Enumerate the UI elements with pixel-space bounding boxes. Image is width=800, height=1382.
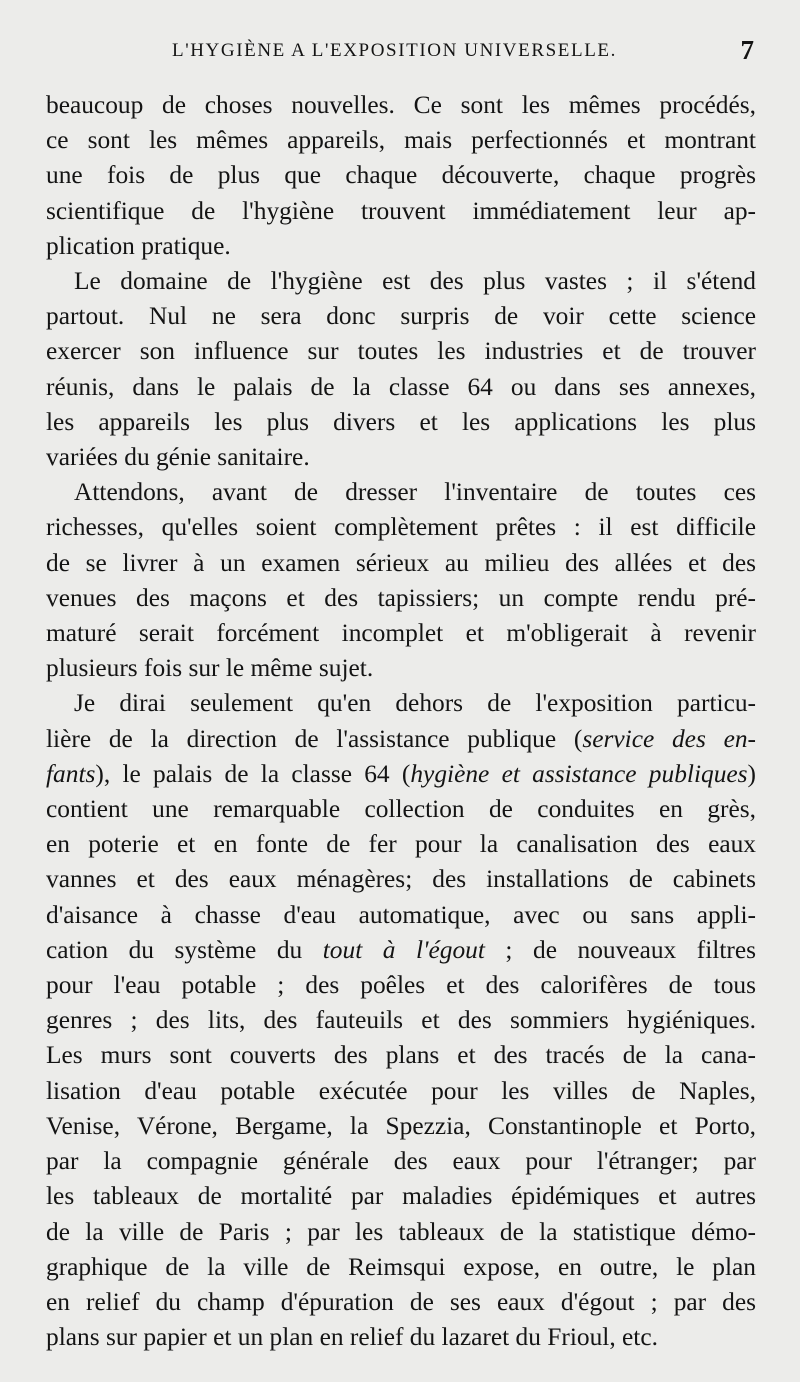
italic-text: tout à l'égout [322, 935, 485, 964]
text-run: cation du système du [46, 935, 323, 964]
text-run: ) [747, 759, 757, 788]
text-run: lisation d'eau potable exécutée pour les villes de Naples, [46, 1076, 756, 1105]
text-run: de la ville de Paris ; par les tableaux de la statistique démo- [46, 1217, 756, 1246]
text-line [46, 1109, 756, 1144]
text-run: d'aisance à chasse d'eau automatique, avec ou sans appli- [46, 900, 756, 929]
text-run: pour l'eau potable ; des poêles et des calorifères de tous [46, 971, 756, 1000]
text-line [46, 1038, 756, 1073]
text-line: Attendons, avant de dresser l'inventaire de toutes ces [74, 478, 756, 507]
text-line: plusieurs fois sur le même sujet. [46, 654, 374, 683]
text-line [46, 1179, 756, 1214]
text-run: lière de la direction de l'assistance publique ( [46, 724, 583, 753]
text-line [46, 827, 756, 862]
text-line [46, 968, 756, 1003]
text-line: de se livrer à un examen sérieux au milieu des allées et des [46, 548, 756, 577]
text-line [46, 757, 756, 792]
text-line: beaucoup de choses nouvelles. Ce sont les mêmes procédés, [46, 91, 756, 119]
paragraph-4 [46, 686, 756, 1355]
text-line: réunis, dans le palais de la classe 64 ou dans ses annexes, [46, 372, 756, 401]
text-line [46, 686, 756, 721]
paragraph-3 [46, 475, 756, 686]
text-line: les appareils les plus divers et les applications les plus [46, 407, 756, 436]
italic-text: hygiène et assistance publiques [410, 759, 748, 788]
text-run: ; de nouveaux filtres [484, 935, 756, 964]
text-line: Le domaine de l'hygiène est des plus vastes ; il s'étend [74, 267, 756, 296]
running-title: L'HYGIÈNE A L'EXPOSITION UNIVERSELLE. [172, 40, 617, 61]
text-run: en relief du champ d'épuration de ses eaux d'égout ; par des [46, 1287, 756, 1316]
text-run: graphique de la ville de Reimsqui expose, en outre, le plan [46, 1252, 756, 1281]
text-line: partout. Nul ne sera donc surpris de voir cette science [46, 302, 756, 331]
paragraph-1 [46, 88, 756, 264]
text-run: Je dirai seulement qu'en dehors de l'exposition particu- [74, 689, 756, 718]
page-number: 7 [740, 35, 754, 65]
text-line [46, 1250, 756, 1285]
text-line: exercer son influence sur toutes les industries et de trouver [46, 337, 756, 366]
text-line: variées du génie sanitaire. [46, 443, 310, 472]
text-line [46, 1285, 756, 1320]
text-line: une fois de plus que chaque découverte, chaque progrès [46, 161, 756, 190]
text-line [46, 722, 756, 757]
text-line: maturé serait forcément incomplet et m'obligerait à revenir [46, 619, 756, 648]
running-head [46, 0, 756, 88]
text-line [46, 862, 756, 897]
text-line: venues des maçons et des tapissiers; un compte rendu pré- [46, 583, 756, 612]
text-run: par la compagnie générale des eaux pour l'étranger; par [46, 1147, 756, 1176]
text-run: ), le palais de la classe 64 ( [95, 759, 411, 788]
text-run: Venise, Vérone, Bergame, la Spezzia, Constantinople et Porto, [46, 1111, 756, 1140]
text-run: en poterie et en fonte de fer pour la canalisation des eaux [46, 830, 756, 859]
text-line: scientifique de l'hygiène trouvent immédiatement leur ap- [46, 196, 756, 225]
text-run: genres ; des lits, des fauteuils et des sommiers hygiéniques. [46, 1006, 756, 1035]
text-line [46, 898, 756, 933]
text-run: contient une remarquable collection de conduites en grès, [46, 795, 756, 824]
text-run: plans sur papier et un plan en relief du lazaret du Frioul, etc. [46, 1323, 658, 1352]
text-run: vannes et des eaux ménagères; des installations de cabinets [46, 865, 756, 894]
text-line [46, 1144, 756, 1179]
text-run: les tableaux de mortalité par maladies épidémiques et autres [46, 1182, 756, 1211]
italic-text: service des en- [582, 724, 757, 753]
paragraph-2 [46, 264, 756, 475]
text-line [46, 1003, 756, 1038]
text-line: ce sont les mêmes appareils, mais perfectionnés et montrant [46, 126, 756, 155]
body-text [46, 88, 756, 1355]
text-line [46, 792, 756, 827]
text-line [46, 933, 756, 968]
italic-text: fants [46, 759, 96, 788]
text-line [46, 1074, 756, 1109]
text-line: richesses, qu'elles soient complètement prêtes : il est difficile [46, 513, 756, 542]
text-line: plication pratique. [46, 231, 231, 260]
text-line [46, 1215, 756, 1250]
text-line [46, 1320, 756, 1355]
text-run: Les murs sont couverts des plans et des tracés de la cana- [46, 1041, 756, 1070]
